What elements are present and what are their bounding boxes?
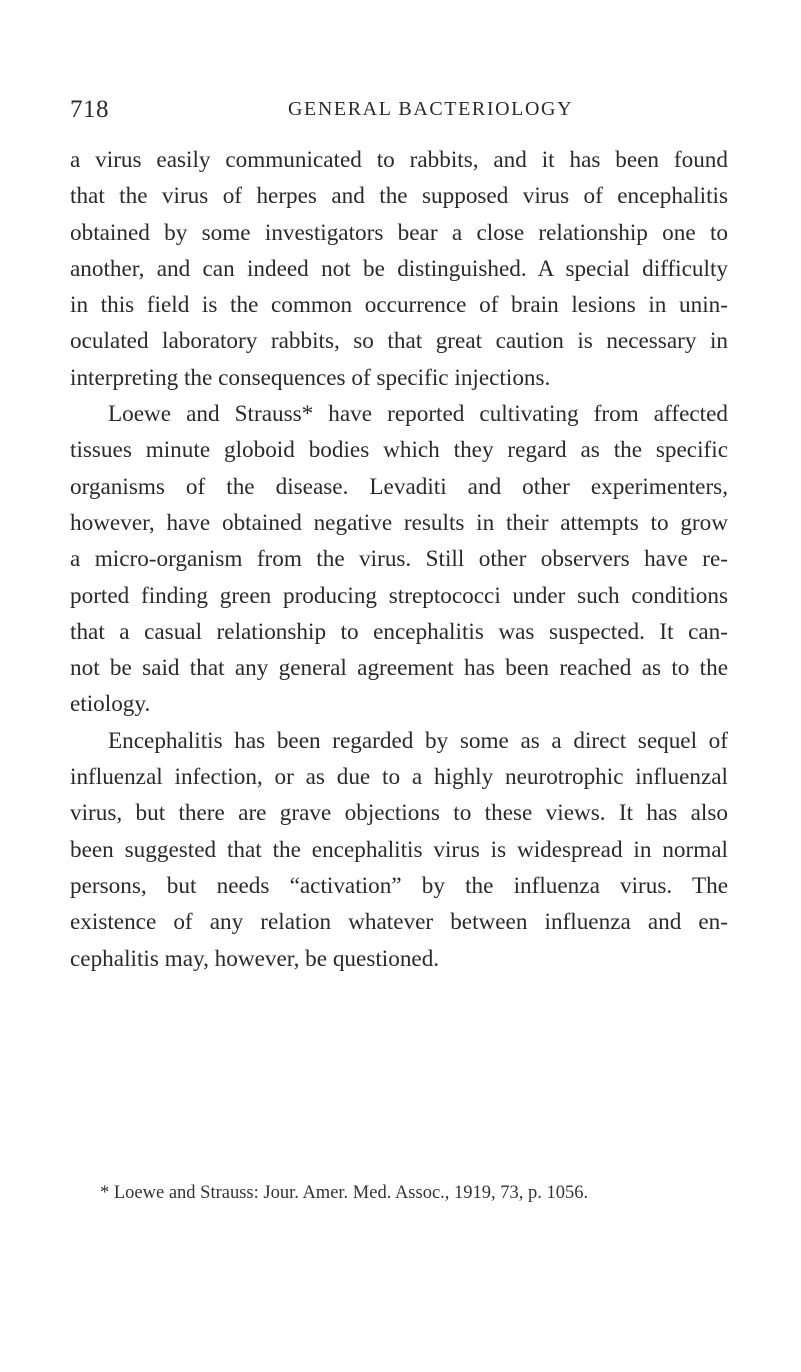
text-line: virus, but there are grave objections to these views. It has also bbox=[70, 800, 728, 827]
body-text bbox=[70, 142, 728, 977]
text-line: not be said that any general agreement has been reached as to the bbox=[70, 655, 728, 682]
text-line: Loewe and Strauss* have reported cultivating from affected bbox=[108, 401, 728, 428]
text-line: ported finding green producing streptococci under such conditions bbox=[70, 582, 728, 609]
text-line: cephalitis may, however, be questioned. bbox=[70, 945, 440, 972]
text-line: a micro-organism from the virus. Still other observers have re- bbox=[70, 546, 728, 573]
text-line: tissues minute globoid bodies which they regard as the specific bbox=[70, 437, 728, 464]
text-line: influenzal infection, or as due to a highly neurotrophic influenzal bbox=[70, 764, 728, 791]
paragraph bbox=[70, 723, 728, 977]
paragraph bbox=[70, 142, 728, 396]
running-title: GENERAL BACTERIOLOGY bbox=[288, 98, 574, 120]
text-line: however, have obtained negative results in their attempts to grow bbox=[70, 509, 728, 536]
text-line: that a casual relationship to encephalitis was suspected. It can- bbox=[70, 618, 728, 645]
text-line: been suggested that the encephalitis virus is widespread in normal bbox=[70, 836, 728, 863]
page-number: 718 bbox=[70, 96, 109, 123]
text-line: a virus easily communicated to rabbits, and it has been found bbox=[70, 147, 728, 173]
text-line: oculated laboratory rabbits, so that great caution is necessary in bbox=[70, 328, 728, 355]
text-line: existence of any relation whatever between influenza and en- bbox=[70, 909, 728, 936]
text-line: Encephalitis has been regarded by some as a direct sequel of bbox=[108, 727, 728, 754]
footnote: * Loewe and Strauss: Jour. Amer. Med. Assoc., 1919, 73, p. 1056. bbox=[100, 1183, 589, 1203]
text-line: another, and can indeed not be distinguished. A special difficulty bbox=[70, 255, 728, 282]
text-line: interpreting the consequences of specific injections. bbox=[70, 364, 551, 391]
text-line: etiology. bbox=[70, 691, 151, 718]
text-line: obtained by some investigators bear a close relationship one to bbox=[70, 219, 728, 246]
text-line: organisms of the disease. Levaditi and other experimenters, bbox=[70, 473, 728, 500]
text-line: persons, but needs “activation” by the influenza virus. The bbox=[70, 872, 728, 899]
text-line: in this field is the common occurrence of brain lesions in unin- bbox=[70, 292, 728, 319]
running-head bbox=[70, 96, 730, 130]
paragraph bbox=[70, 396, 728, 723]
text-line: that the virus of herpes and the supposed virus of encephalitis bbox=[70, 183, 728, 210]
